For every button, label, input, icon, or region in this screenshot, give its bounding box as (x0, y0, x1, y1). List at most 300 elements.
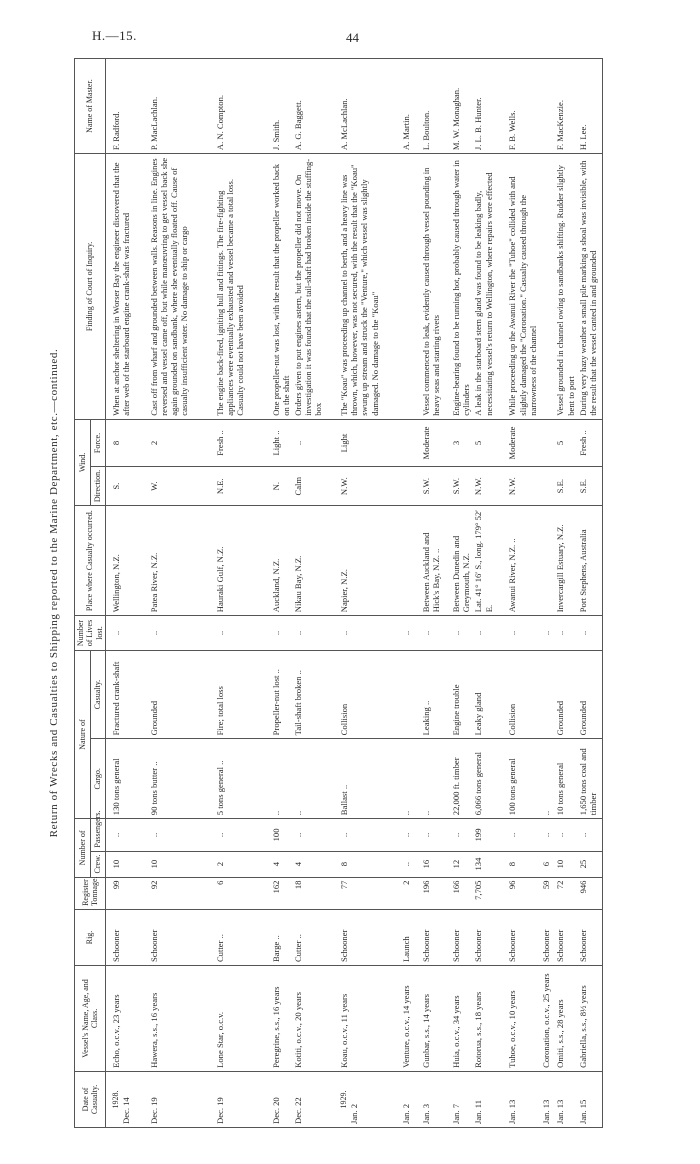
cell-cargo-text: 1,650 tons coal and timber (577, 748, 598, 816)
cell-date (506, 1071, 540, 1127)
cell-casualty (400, 650, 420, 739)
cell-master-text: A. G. Baggett. (293, 100, 304, 151)
header-tonnage: Register Tonnage. (75, 877, 106, 909)
cell-vessel (540, 966, 554, 1072)
cell-finding (106, 154, 148, 420)
cell-rig (577, 909, 603, 965)
cell-crew-text: 25 (577, 859, 588, 869)
cell-passengers-text: 199 (473, 828, 484, 842)
cell-force-text: Moderate (507, 426, 518, 460)
cell-passengers (214, 819, 270, 851)
cell-rig-text: Schooner (421, 929, 432, 963)
cell-lives-text: .. (293, 630, 304, 636)
cell-lives-text: .. (148, 630, 159, 636)
cell-force (540, 419, 554, 467)
cell-year: 1928. (111, 1090, 121, 1109)
cell-direction (106, 467, 148, 506)
cell-finding (472, 154, 506, 420)
cell-force (214, 419, 270, 467)
cell-lives-text: .. (577, 630, 588, 636)
cell-casualty (338, 650, 400, 739)
cell-vessel (577, 966, 603, 1072)
cell-direction-text: W. (148, 481, 159, 491)
cell-finding (400, 154, 420, 420)
cell-vessel (450, 966, 472, 1072)
cell-date (106, 1071, 148, 1127)
cell-tonnage (554, 877, 576, 909)
cell-direction (292, 467, 338, 506)
cell-vessel-text: Omiti, s.s., 28 years (555, 999, 566, 1068)
cell-passengers-text: .. (421, 832, 432, 838)
cell-crew (554, 851, 576, 877)
cell-crew (472, 851, 506, 877)
table-title: Return of Wrecks and Casualties to Shipping reported to the Marine Department, etc.—continued. (48, 348, 60, 838)
cell-date-text: Dec. 14 (120, 1097, 131, 1124)
cell-rig-text: Cutter .. (293, 934, 304, 963)
page-number: 44 (346, 30, 359, 45)
header-place: Place where Casualty occurred. (75, 506, 106, 616)
header-passengers: Passengers. (90, 819, 106, 851)
cell-place (400, 506, 420, 616)
cell-master (106, 59, 148, 154)
cell-tonnage-text: 6 (214, 880, 225, 885)
cell-place (472, 506, 506, 616)
cell-date-text: Jan. 15 (577, 1099, 588, 1124)
cell-tonnage-text: 196 (421, 880, 432, 894)
cell-force (270, 419, 292, 467)
cell-crew (148, 851, 214, 877)
cell-master (148, 59, 214, 154)
cell-tonnage-text: 59 (541, 880, 552, 890)
cell-tonnage-text: 946 (577, 880, 588, 894)
cell-master-text: A. N. Compton. (214, 94, 225, 151)
cell-place (148, 506, 214, 616)
cell-place (270, 506, 292, 616)
cell-tonnage (148, 877, 214, 909)
cell-date (554, 1071, 576, 1127)
cell-tonnage (472, 877, 506, 909)
cell-vessel (400, 966, 420, 1072)
cell-master (400, 59, 420, 154)
cell-direction-text: N.W. (473, 477, 484, 496)
cell-crew-text: 8 (339, 861, 350, 867)
cell-place-text: Between Dunedin and Greymouth, N.Z. (451, 535, 472, 613)
header-casualty: Casualty. (90, 650, 106, 739)
header-rig: Rig. (75, 909, 106, 965)
cell-casualty-text: Collision (507, 703, 518, 736)
cell-force (472, 419, 506, 467)
cell-date (270, 1071, 292, 1127)
table-row (420, 59, 450, 1128)
cell-date-text: Jan. 13 (541, 1099, 552, 1124)
cell-master (338, 59, 400, 154)
cell-passengers (420, 819, 450, 851)
cell-lives-text: .. (111, 630, 122, 636)
cell-force (577, 419, 603, 467)
cell-lives-text: .. (473, 630, 484, 636)
cell-place-text: Napier, N.Z. (339, 569, 350, 613)
cell-force-text: .. (293, 440, 304, 446)
cell-lives (472, 616, 506, 651)
cell-cargo-text: 100 tons general (507, 758, 518, 816)
cell-passengers (506, 819, 540, 851)
cell-rig (214, 909, 270, 965)
cell-passengers (450, 819, 472, 851)
cell-date-text: Jan. 2 (348, 1103, 359, 1124)
cell-rig (540, 909, 554, 965)
table-row (338, 59, 400, 1128)
cell-finding-text: The engine back-fired, igniting hull and fittings. The fire-fighting appliances were eventually exhausted and vessel became a total loss. Casualty could not have been avoided (214, 179, 246, 416)
cell-vessel (338, 966, 400, 1072)
cell-master (540, 59, 554, 154)
cell-force (338, 419, 400, 467)
cell-master (554, 59, 576, 154)
cell-place-text: Nikau Bay, N.Z. (293, 555, 304, 613)
cell-lives-text: .. (555, 630, 566, 636)
cell-lives (270, 616, 292, 651)
cell-master (506, 59, 540, 154)
cell-vessel-text: Huia, o.c.v., 34 years (451, 995, 462, 1068)
cell-cargo (554, 739, 576, 819)
cell-place (338, 506, 400, 616)
cell-direction (214, 467, 270, 506)
cell-crew (214, 851, 270, 877)
cell-passengers-text: .. (293, 832, 304, 838)
cell-casualty (450, 650, 472, 739)
cell-passengers-text: .. (148, 832, 159, 838)
cell-cargo-text: 90 tons butter .. (148, 761, 159, 816)
cell-casualty (540, 650, 554, 739)
cell-vessel-text: Venture, o.c.v., 14 years (401, 985, 412, 1068)
cell-rig-text: Schooner (577, 929, 588, 963)
cell-crew (450, 851, 472, 877)
cell-place (554, 506, 576, 616)
cell-vessel (106, 966, 148, 1072)
cell-force-text: 5 (473, 440, 484, 446)
cell-passengers (292, 819, 338, 851)
cell-place (106, 506, 148, 616)
cell-force-text: Fresh .. (214, 430, 225, 456)
cell-passengers-text: 100 (270, 828, 281, 842)
cell-passengers (106, 819, 148, 851)
cell-crew-text: 134 (473, 857, 484, 871)
cell-casualty (214, 650, 270, 739)
cell-date (577, 1071, 603, 1127)
cell-date (148, 1071, 214, 1127)
cell-date (400, 1071, 420, 1127)
cell-vessel (472, 966, 506, 1072)
cell-cargo-text: 5 tons general .. (214, 760, 225, 816)
table-row (106, 59, 148, 1128)
cell-casualty (506, 650, 540, 739)
cell-year: 1929. (339, 1090, 349, 1109)
cell-casualty-text: Fire; total loss (214, 686, 225, 736)
cell-rig (472, 909, 506, 965)
cell-lives-text: .. (214, 630, 225, 636)
cell-date (472, 1071, 506, 1127)
cell-vessel (554, 966, 576, 1072)
cell-direction-text: N. (270, 482, 281, 491)
cell-crew (400, 851, 420, 877)
cell-rig-text: Barge .. (270, 935, 281, 963)
cell-passengers-text: .. (577, 832, 588, 838)
table-row (577, 59, 603, 1128)
cell-date (338, 1071, 400, 1127)
cell-direction (577, 467, 603, 506)
header-nature-of: Nature of (75, 650, 91, 818)
cell-tonnage (506, 877, 540, 909)
cell-force (506, 419, 540, 467)
cell-place (292, 506, 338, 616)
cell-crew-text: 16 (421, 859, 432, 869)
cell-direction-text: S.W. (421, 477, 432, 495)
cell-master-text: J. Smith. (270, 119, 281, 151)
cell-force-text: 5 (555, 440, 566, 446)
cell-cargo (577, 739, 603, 819)
cell-direction (506, 467, 540, 506)
cell-passengers (148, 819, 214, 851)
cell-finding (270, 154, 292, 420)
cell-direction-text: N.E. (214, 478, 225, 495)
cell-lives-text: .. (451, 630, 462, 636)
cell-lives (420, 616, 450, 651)
cell-lives (506, 616, 540, 651)
cell-master (450, 59, 472, 154)
cell-lives (148, 616, 214, 651)
cell-casualty-text: Grounded (555, 700, 566, 736)
cell-cargo-text: 22,000 ft. timber (451, 757, 462, 816)
cell-finding (540, 154, 554, 420)
cell-date-text: Jan. 13 (555, 1099, 566, 1124)
cell-crew (506, 851, 540, 877)
cell-lives-text: .. (401, 630, 412, 636)
cell-finding-text: Engine-bearing found to be running hot, probably caused through water in cylinders (451, 160, 472, 416)
rotated-table-region (48, 58, 668, 1128)
cell-finding (292, 154, 338, 420)
cell-passengers-text: .. (555, 832, 566, 838)
cell-tonnage (400, 877, 420, 909)
cell-tonnage (577, 877, 603, 909)
cell-lives-text: .. (541, 630, 552, 636)
cell-rig-text: Schooner (148, 929, 159, 963)
header-master: Name of Master. (75, 59, 106, 154)
cell-date-text: Dec. 22 (293, 1097, 304, 1124)
cell-place-text: Lat. 41° 16′ S., long. 179° 52′ E. (473, 509, 494, 613)
cell-master-text: F. B. Wells. (507, 110, 518, 151)
cell-rig (450, 909, 472, 965)
cell-master-text: M. W. Monaghan. (451, 87, 462, 151)
cell-master-text: F. MacKenzie. (555, 99, 566, 151)
header-direction: Direction. (90, 467, 106, 506)
cell-finding-text: While proceeding up the Awanui River the "Tuhoe" collided with and slightly damaged the "Coronation." Casualty caused through the narrowness of the channel (507, 176, 538, 416)
cell-cargo-text: Ballast .. (339, 784, 350, 816)
cell-tonnage (214, 877, 270, 909)
casualty-table (74, 58, 603, 1128)
cell-place-text: Patea River, N.Z. (148, 552, 159, 613)
cell-casualty-text: Collision (339, 703, 350, 736)
cell-casualty (270, 650, 292, 739)
cell-tonnage (338, 877, 400, 909)
cell-place (450, 506, 472, 616)
cell-casualty-text: Tail-shaft broken .. (293, 670, 304, 736)
table-row (148, 59, 214, 1128)
header-number-of: Number of (75, 819, 91, 877)
cell-master (292, 59, 338, 154)
cell-vessel-text: Rotorua, s.s., 18 years (473, 991, 484, 1068)
cell-lives-text: .. (270, 630, 281, 636)
cell-passengers-text: .. (401, 832, 412, 838)
cell-crew (420, 851, 450, 877)
cell-casualty (106, 650, 148, 739)
cell-rig-text: Schooner (541, 929, 552, 963)
cell-vessel-text: Coronation, o.c.v., 25 years (541, 973, 552, 1068)
cell-cargo (338, 739, 400, 819)
cell-crew-text: 10 (111, 859, 122, 869)
cell-force (450, 419, 472, 467)
cell-date-text: Jan. 11 (473, 1099, 484, 1124)
cell-passengers (338, 819, 400, 851)
cell-crew (540, 851, 554, 877)
cell-vessel (214, 966, 270, 1072)
cell-vessel (506, 966, 540, 1072)
cell-crew (292, 851, 338, 877)
cell-finding (506, 154, 540, 420)
table-row (472, 59, 506, 1128)
cell-tonnage-text: 7,705 (473, 880, 484, 900)
cell-casualty-text: Grounded (148, 700, 159, 736)
cell-lives-text: .. (507, 630, 518, 636)
cell-casualty-text: Leaking .. (421, 700, 432, 736)
table-row (540, 59, 554, 1128)
cell-place-text: Between Auckland and Hick's Bay, N.Z. .. (421, 532, 442, 613)
cell-force-text: Light .. (270, 430, 281, 456)
cell-master-text: P. MacLachlan. (148, 96, 159, 151)
cell-force-text: Fresh .. (577, 430, 588, 456)
cell-tonnage (292, 877, 338, 909)
cell-force (148, 419, 214, 467)
cell-casualty (148, 650, 214, 739)
cell-tonnage-text: 92 (148, 880, 159, 890)
cell-tonnage (450, 877, 472, 909)
cell-passengers-text: .. (507, 832, 518, 838)
cell-cargo (270, 739, 292, 819)
table-body (106, 59, 603, 1128)
cell-lives (292, 616, 338, 651)
cell-force-text: 8 (111, 440, 122, 446)
cell-tonnage (106, 877, 148, 909)
cell-master (270, 59, 292, 154)
cell-force (106, 419, 148, 467)
cell-vessel-text: Hawera, s.s., 16 years (148, 992, 159, 1068)
cell-passengers-text: .. (214, 832, 225, 838)
cell-finding (338, 154, 400, 420)
cell-rig-text: Cutter .. (214, 934, 225, 963)
cell-cargo-text: .. (421, 810, 432, 816)
cell-casualty-text: Leaky gland (473, 692, 484, 736)
cell-place (506, 506, 540, 616)
cell-place (577, 506, 603, 616)
cell-cargo-text: .. (401, 810, 412, 816)
table-row (400, 59, 420, 1128)
header-vessel: Vessel's Name, Age, and Class. (75, 966, 106, 1072)
cell-passengers (540, 819, 554, 851)
cell-tonnage-text: 99 (111, 880, 122, 890)
cell-force (292, 419, 338, 467)
cell-crew-text: 2 (214, 861, 225, 867)
cell-master-text: L. Boulton. (421, 110, 432, 151)
cell-place (420, 506, 450, 616)
cell-force-text: Moderate (421, 426, 432, 460)
cell-master (577, 59, 603, 154)
cell-casualty-text: Fractured crank-shaft (111, 661, 122, 736)
cell-casualty-text: Propeller-nut lost .. (270, 669, 281, 736)
cell-master (214, 59, 270, 154)
cell-force-text: 2 (148, 440, 159, 446)
cell-finding-text: When at anchor sheltering in Worser Bay the engineer discovered that the after web of the starboard engine crank-shaft was fractured (111, 162, 132, 416)
cell-lives (106, 616, 148, 651)
cell-finding (148, 154, 214, 420)
cell-finding (214, 154, 270, 420)
cell-casualty (554, 650, 576, 739)
cell-cargo (506, 739, 540, 819)
cell-date-text: Dec. 19 (148, 1097, 159, 1124)
cell-rig-text: Schooner (111, 929, 122, 963)
cell-lives (554, 616, 576, 651)
cell-passengers (577, 819, 603, 851)
cell-vessel-text: Tuhoe, o.c.v., 10 years (507, 990, 518, 1068)
cell-vessel-text: Gunbar, s.s., 14 years (421, 993, 432, 1068)
cell-master-text: A. Martin. (401, 114, 412, 151)
cell-place (540, 506, 554, 616)
table-row (270, 59, 292, 1128)
cell-date-text: Dec. 19 (214, 1097, 225, 1124)
cell-rig (270, 909, 292, 965)
cell-date (420, 1071, 450, 1127)
cell-direction-text: N.W. (507, 477, 518, 496)
cell-place-text: Port Stephens, Australia (577, 529, 588, 613)
cell-date-text: Dec. 20 (270, 1097, 281, 1124)
cell-direction-text: S.W. (451, 477, 462, 495)
cell-cargo (292, 739, 338, 819)
cell-vessel (270, 966, 292, 1072)
cell-rig (338, 909, 400, 965)
cell-vessel (292, 966, 338, 1072)
cell-tonnage (420, 877, 450, 909)
cell-place-text: Invercargill Estuary, N.Z. (555, 524, 566, 613)
cell-finding-text: Vessel grounded in channel owing to sandbanks shifting. Rudder slightly bent to port (555, 165, 576, 416)
cell-finding-text: A leak in the starboard stern gland was found to be leaking badly, necessitating vessel's return to Wellington, where repairs were effected (473, 172, 494, 416)
cell-master-text: H. Lee. (577, 124, 588, 151)
cell-place-text: Hauraki Gulf, N.Z. (214, 546, 225, 613)
cell-passengers (472, 819, 506, 851)
cell-date (450, 1071, 472, 1127)
cell-tonnage-text: 96 (507, 880, 518, 890)
cell-crew (106, 851, 148, 877)
cell-cargo (472, 739, 506, 819)
cell-force-text: 3 (451, 440, 462, 446)
header-finding: Finding of Court of Inquiry. (75, 154, 106, 420)
cell-direction (540, 467, 554, 506)
cell-rig (106, 909, 148, 965)
cell-crew-text: 4 (293, 861, 304, 867)
cell-vessel-text: Gabriella, s.s., 8½ years (577, 985, 588, 1068)
cell-rig-text: Launch (401, 936, 412, 963)
cell-tonnage-text: 2 (401, 880, 412, 885)
cell-cargo-text: .. (293, 810, 304, 816)
cell-casualty (577, 650, 603, 739)
cell-finding-text: Orders given to put engines astern, but the propeller did not move. On investigation it was found that the tail-shaft had broken inside the stuffing-box (293, 158, 324, 416)
cell-passengers (270, 819, 292, 851)
